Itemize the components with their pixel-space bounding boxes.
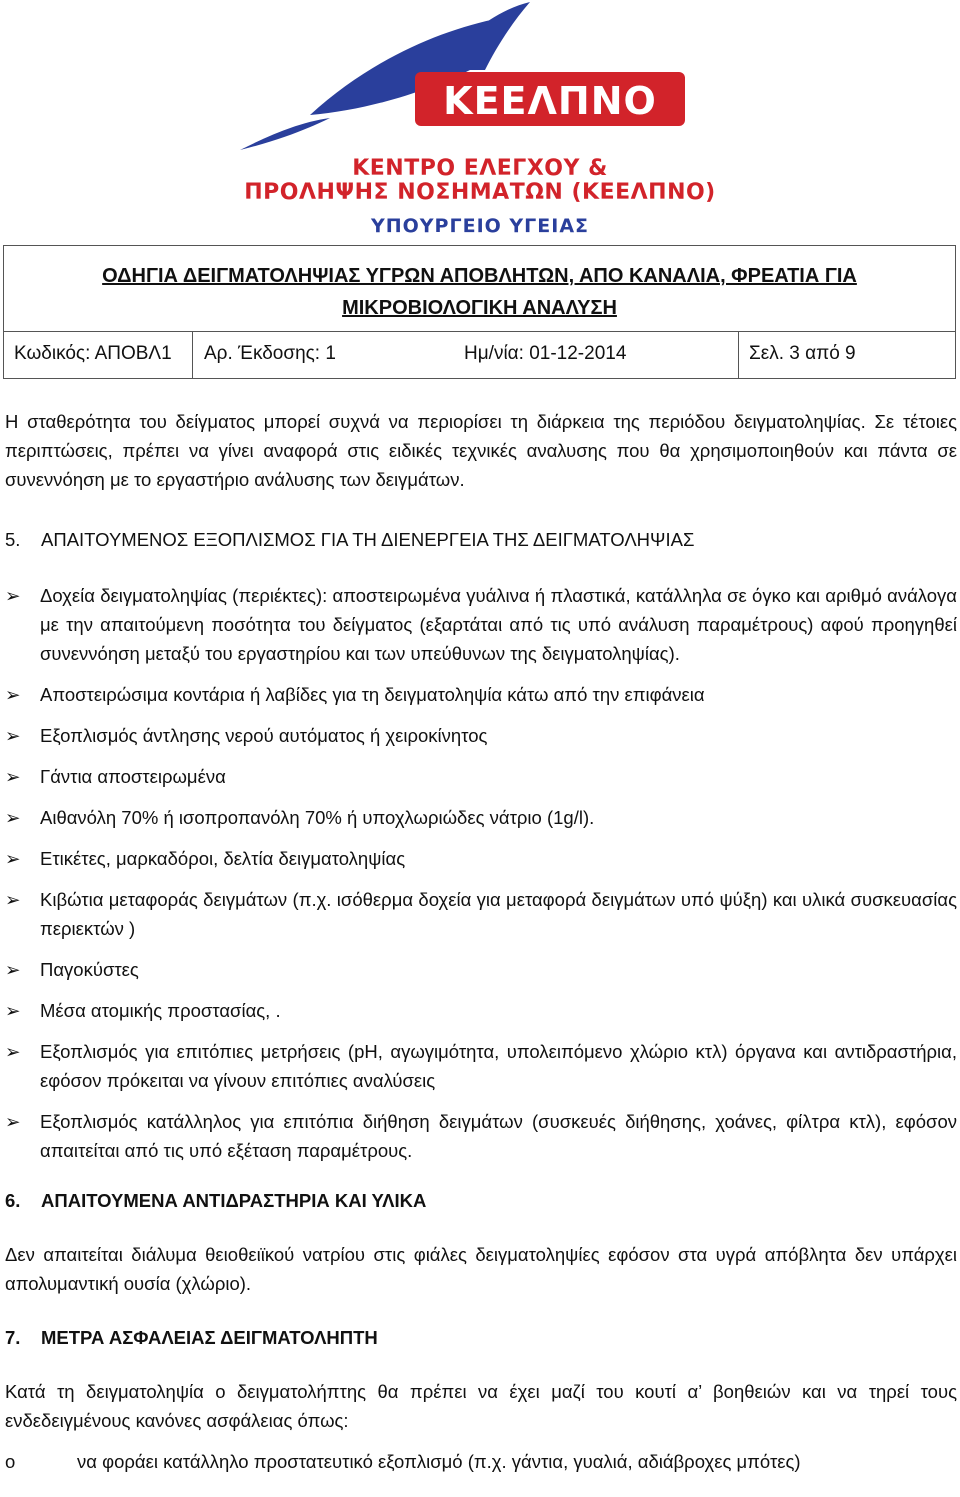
arrow-bullet-icon: ➢: [5, 807, 21, 828]
list-item: [5, 996, 957, 1025]
arrow-bullet-icon: ➢: [5, 1111, 21, 1132]
issue-date: Ημ/νία: 01-12-2014: [464, 343, 627, 364]
section-number: 5.: [5, 529, 21, 550]
arrow-bullet-icon: ➢: [5, 889, 21, 910]
header-separator: [192, 332, 193, 379]
logo-line-2: ΠΡΟΛΗΨΗΣ ΝΟΣΗΜΑΤΩΝ (ΚΕΕΛΠΝΟ): [244, 180, 716, 205]
list-item: [5, 581, 957, 668]
list-item-text: Μέσα ατομικής προστασίας, .: [40, 1000, 281, 1021]
list-item: [5, 762, 957, 791]
list-item-text: Γάντια αποστειρωμένα: [40, 766, 226, 787]
header-divider: [4, 331, 955, 332]
list-item: [5, 721, 957, 750]
header-separator: [738, 332, 739, 379]
organization-logo: [210, 0, 750, 242]
logo-name: ΚΕΕΛΠΝΟ: [443, 79, 657, 123]
arrow-bullet-icon: ➢: [5, 725, 21, 746]
list-item: [5, 955, 957, 984]
section-5-heading: [5, 525, 957, 554]
section-title: ΑΠΑΙΤΟΥΜΕΝΟΣ ΕΞΟΠΛΙΣΜΟΣ ΓΙΑ ΤΗ ΔΙΕΝΕΡΓΕΙΑ ΤΗΣ ΔΕΙΓΜΑΤΟΛΗΨΙΑΣ: [41, 529, 695, 550]
circle-bullet-icon: o: [5, 1451, 16, 1472]
arrow-bullet-icon: ➢: [5, 1041, 21, 1062]
list-item-text: Ετικέτες, μαρκαδόροι, δελτία δειγματοληψίας: [40, 848, 406, 869]
arrow-bullet-icon: ➢: [5, 684, 21, 705]
document-body: [5, 407, 957, 1476]
section-title: ΑΠΑΙΤΟΥΜΕΝΑ ΑΝΤΙΔΡΑΣΤΗΡΙΑ ΚΑΙ ΥΛΙΚΑ: [41, 1190, 427, 1211]
safety-list: [5, 1447, 957, 1476]
safety-paragraph: Κατά τη δειγματοληψία ο δειγματολήπτης θα πρέπει να έχει μαζί του κουτί α’ βοηθειών και να τηρεί τους ενδεδειγμένους κανόνες ασφάλειας όπως:: [5, 1381, 957, 1431]
title-line-1: ΟΔΗΓΙΑ ΔΕΙΓΜΑΤΟΛΗΨΙΑΣ ΥΓΡΩΝ ΑΠΟΒΛΗΤΩΝ, ΑΠΟ ΚΑΝΑΛΙΑ, ΦΡΕΑΤΙΑ ΓΙΑ: [102, 265, 857, 287]
section-number: 7.: [5, 1327, 21, 1348]
section-7-heading: [5, 1323, 957, 1352]
list-item-text: Κιβώτια μεταφοράς δειγμάτων (π.χ. ισόθερμα δοχεία για μεταφορά δειγμάτων υπό ψύξη) και υλικά συσκευασίας περιεκτών ): [40, 889, 957, 939]
document-code: Κωδικός: ΑΠΟΒΛ1: [14, 343, 172, 364]
list-item-text: Παγοκύστες: [40, 959, 139, 980]
arrow-bullet-icon: ➢: [5, 959, 21, 980]
arrow-bullet-icon: ➢: [5, 1000, 21, 1021]
list-item-text: να φοράει κατάλληλο προστατευτικό εξοπλισμό (π.χ. γάντια, γυαλιά, αδιάβροχες μπότες): [77, 1451, 801, 1472]
section-6-heading: [5, 1186, 957, 1215]
arrow-bullet-icon: ➢: [5, 766, 21, 787]
list-item: [5, 680, 957, 709]
list-item: [5, 885, 957, 943]
logo-line-3: ΥΠΟΥΡΓΕΙΟ ΥΓΕΙΑΣ: [370, 215, 589, 237]
document-header: [3, 245, 956, 379]
list-item: [5, 1447, 957, 1476]
arrow-bullet-icon: ➢: [5, 848, 21, 869]
list-item-text: Εξοπλισμός άντλησης νερού αυτόματος ή χειροκίνητος: [40, 725, 488, 746]
logo-line-1: ΚΕΝΤΡΟ ΕΛΕΓΧΟΥ &: [352, 156, 608, 181]
intro-paragraph: Η σταθερότητα του δείγματος μπορεί συχνά να περιορίσει τη διάρκεια της περιόδου δειγματοληψίας. Σε τέτοιες περιπτώσεις, πρέπει να γίνει αναφορά στις ειδικές τεχνικές αναλυσης που θα χρησιμοποιηθούν και πάντα σε συνεννόηση με το εργαστήριο ανάλυσης των δειγμάτων.: [5, 411, 957, 490]
reagents-paragraph: Δεν απαιτείται διάλυμα θειοθειϊκού νατρίου στις φιάλες δειγματοληψίες εφόσον στα υγρά απόβλητα δεν υπάρχει απολυμαντική ουσία (χλώριο).: [5, 1244, 957, 1294]
list-item-text: Αποστειρώσιμα κοντάρια ή λαβίδες για τη δειγματοληψία κάτω από την επιφάνεια: [40, 684, 705, 705]
list-item-text: Δοχεία δειγματοληψίας (περιέκτες): αποστειρωμένα γυάλινα ή πλαστικά, κατάλληλα σε όγκο και αριθμό ανάλογα με την απαιτούμενη ποσότητα του δείγματος (εξαρτάται από τις υπό ανάλυση παραμέτρους) αφού προηγηθεί συνεννόηση μεταξύ του εργαστηρίου και των υπεύθυνων της δειγματοληψίας).: [40, 585, 957, 664]
section-number: 6.: [5, 1190, 21, 1211]
issue-number: Αρ. Έκδοσης: 1: [204, 343, 336, 364]
list-item-text: Αιθανόλη 70% ή ισοπροπανόλη 70% ή υποχλωριώδες νάτριο (1g/l).: [40, 807, 595, 828]
list-item: [5, 844, 957, 873]
page-number: Σελ. 3 από 9: [749, 343, 856, 364]
equipment-list: [5, 581, 957, 1165]
document-title: [4, 260, 955, 324]
list-item: [5, 1107, 957, 1165]
title-line-2: ΜΙΚΡΟΒΙΟΛΟΓΙΚΗ ΑΝΑΛΥΣΗ: [342, 297, 617, 319]
list-item-text: Εξοπλισμός για επιτόπιες μετρήσεις (pH, αγωγιμότητα, υπολειπόμενο χλώριο κτλ) όργανα και αντιδραστήρια, εφόσον πρόκειται να γίνουν επιτόπιες αναλύσεις: [40, 1041, 957, 1091]
section-title: ΜΕΤΡΑ ΑΣΦΑΛΕΙΑΣ ΔΕΙΓΜΑΤΟΛΗΠΤΗ: [41, 1327, 378, 1348]
arrow-bullet-icon: ➢: [5, 585, 21, 606]
list-item: [5, 803, 957, 832]
list-item-text: Εξοπλισμός κατάλληλος για επιτόπια διήθηση δειγμάτων (συσκευές διήθησης, χοάνες, φίλτρα κτλ), εφόσον απαιτείται από τις υπό εξέταση παραμέτρους.: [40, 1111, 957, 1161]
list-item: [5, 1037, 957, 1095]
